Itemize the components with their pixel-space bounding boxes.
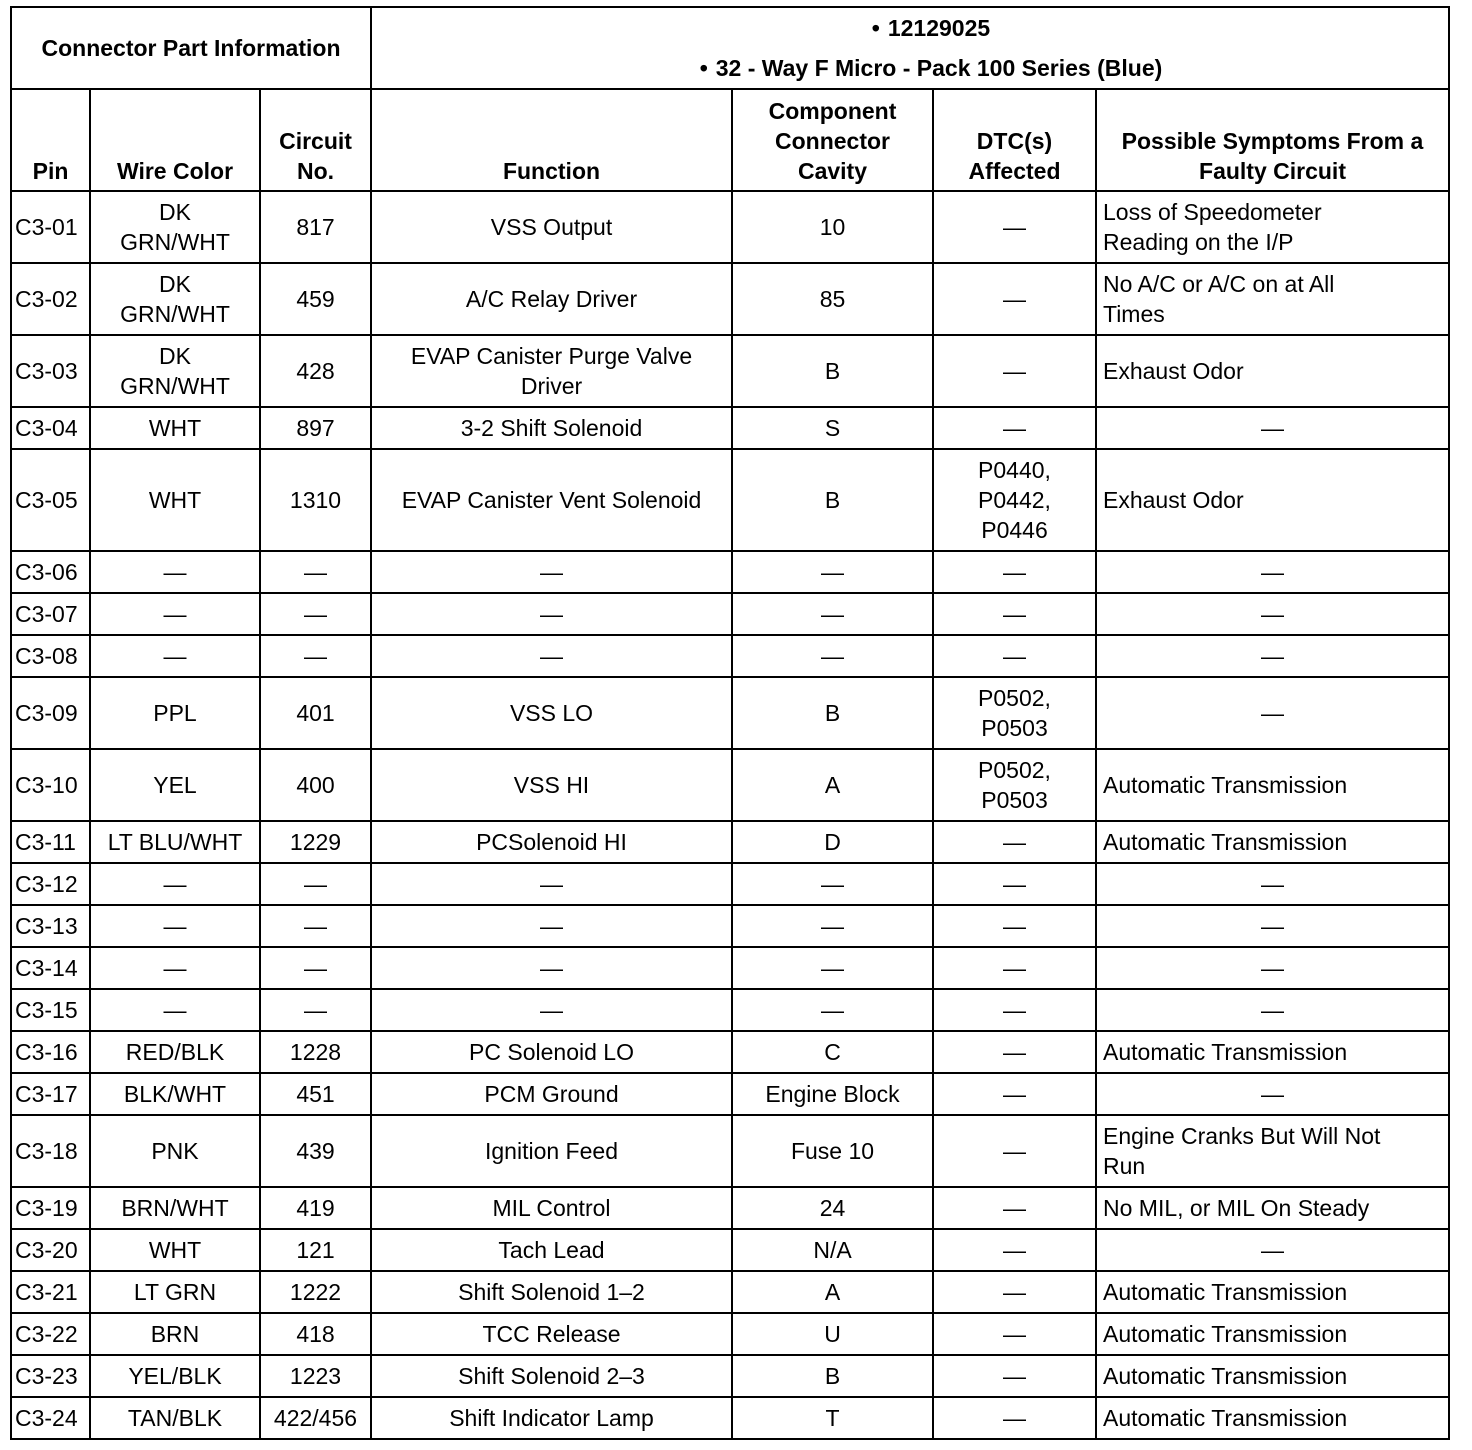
pin-cell: C3-05 xyxy=(11,449,90,551)
pin-cell: C3-13 xyxy=(11,905,90,947)
connector-cavity-cell: 10 xyxy=(732,191,933,263)
circuit-number-cell: 401 xyxy=(260,677,371,749)
dtc-cell: P0502, P0503 xyxy=(933,677,1096,749)
function-cell: PCSolenoid HI xyxy=(371,821,732,863)
connector-cavity-cell: — xyxy=(732,905,933,947)
wire-color-cell: — xyxy=(90,947,260,989)
circuit-number-cell: — xyxy=(260,635,371,677)
table-row xyxy=(11,1073,1449,1115)
pin-cell: C3-16 xyxy=(11,1031,90,1073)
circuit-number-cell: — xyxy=(260,947,371,989)
circuit-number-cell: 439 xyxy=(260,1115,371,1187)
connector-cavity-cell: B xyxy=(732,1355,933,1397)
pin-cell: C3-04 xyxy=(11,407,90,449)
symptom-cell: Engine Cranks But Will Not Run xyxy=(1096,1115,1449,1187)
circuit-number-cell: 418 xyxy=(260,1313,371,1355)
dtc-cell: — xyxy=(933,593,1096,635)
connector-cavity-cell: — xyxy=(732,635,933,677)
connector-cavity-cell: Engine Block xyxy=(732,1073,933,1115)
wire-color-cell: DK GRN/WHT xyxy=(90,335,260,407)
table-row xyxy=(11,989,1449,1031)
function-cell: VSS LO xyxy=(371,677,732,749)
circuit-number-cell: 1310 xyxy=(260,449,371,551)
connector-info-values xyxy=(371,7,1449,89)
pin-cell: C3-23 xyxy=(11,1355,90,1397)
dtc-cell: — xyxy=(933,1187,1096,1229)
symptom-cell: — xyxy=(1096,947,1449,989)
connector-cavity-cell: A xyxy=(732,749,933,821)
connector-cavity-cell: — xyxy=(732,989,933,1031)
circuit-number-cell: — xyxy=(260,863,371,905)
header-connector-cavity: Component Connector Cavity xyxy=(732,89,933,191)
connector-cavity-cell: A xyxy=(732,1271,933,1313)
wire-color-cell: WHT xyxy=(90,449,260,551)
symptom-cell: No MIL, or MIL On Steady xyxy=(1096,1187,1449,1229)
pin-cell: C3-22 xyxy=(11,1313,90,1355)
dtc-cell: — xyxy=(933,407,1096,449)
circuit-number-cell: — xyxy=(260,551,371,593)
wire-color-cell: — xyxy=(90,905,260,947)
connector-cavity-cell: 85 xyxy=(732,263,933,335)
symptom-cell: No A/C or A/C on at All Times xyxy=(1096,263,1449,335)
pin-cell: C3-10 xyxy=(11,749,90,821)
pin-cell: C3-19 xyxy=(11,1187,90,1229)
circuit-number-cell: 897 xyxy=(260,407,371,449)
connector-info-row xyxy=(11,7,1449,89)
header-function: Function xyxy=(371,89,732,191)
connector-cavity-cell: U xyxy=(732,1313,933,1355)
connector-cavity-cell: B xyxy=(732,677,933,749)
connector-cavity-cell: 24 xyxy=(732,1187,933,1229)
symptom-cell: — xyxy=(1096,407,1449,449)
symptom-cell: Automatic Transmission xyxy=(1096,749,1449,821)
wire-color-cell: PNK xyxy=(90,1115,260,1187)
wire-color-cell: WHT xyxy=(90,1229,260,1271)
header-possible-symptoms: Possible Symptoms From a Faulty Circuit xyxy=(1096,89,1449,191)
function-cell: Shift Indicator Lamp xyxy=(371,1397,732,1439)
symptom-cell: Automatic Transmission xyxy=(1096,1355,1449,1397)
circuit-number-cell: 1228 xyxy=(260,1031,371,1073)
pin-cell: C3-06 xyxy=(11,551,90,593)
dtc-cell: — xyxy=(933,635,1096,677)
function-cell: EVAP Canister Vent Solenoid xyxy=(371,449,732,551)
dtc-cell: — xyxy=(933,1031,1096,1073)
dtc-cell: — xyxy=(933,551,1096,593)
circuit-number-cell: 419 xyxy=(260,1187,371,1229)
pin-cell: C3-02 xyxy=(11,263,90,335)
pin-cell: C3-14 xyxy=(11,947,90,989)
function-cell: — xyxy=(371,551,732,593)
wire-color-cell: RED/BLK xyxy=(90,1031,260,1073)
circuit-number-cell: — xyxy=(260,905,371,947)
table-row xyxy=(11,749,1449,821)
symptom-cell: Exhaust Odor xyxy=(1096,449,1449,551)
table-row xyxy=(11,1313,1449,1355)
circuit-number-cell: 422/456 xyxy=(260,1397,371,1439)
dtc-cell: — xyxy=(933,1271,1096,1313)
pin-cell: C3-08 xyxy=(11,635,90,677)
dtc-cell: — xyxy=(933,1355,1096,1397)
connector-info-table xyxy=(10,6,1450,90)
dtc-cell: — xyxy=(933,821,1096,863)
function-cell: — xyxy=(371,863,732,905)
circuit-number-cell: — xyxy=(260,593,371,635)
table-row xyxy=(11,1031,1449,1073)
connector-cavity-cell: — xyxy=(732,947,933,989)
table-row xyxy=(11,1271,1449,1313)
wire-color-cell: LT BLU/WHT xyxy=(90,821,260,863)
pin-cell: C3-12 xyxy=(11,863,90,905)
connector-description: • 32 - Way F Micro - Pack 100 Series (Blue) xyxy=(412,48,1442,88)
symptom-cell: Loss of Speedometer Reading on the I/P xyxy=(1096,191,1449,263)
dtc-cell: — xyxy=(933,989,1096,1031)
pin-cell: C3-03 xyxy=(11,335,90,407)
function-cell: — xyxy=(371,989,732,1031)
function-cell: PC Solenoid LO xyxy=(371,1031,732,1073)
symptom-cell: — xyxy=(1096,989,1449,1031)
connector-part-number: • 12129025 xyxy=(412,8,1442,48)
connector-cavity-cell: Fuse 10 xyxy=(732,1115,933,1187)
table-row xyxy=(11,947,1449,989)
pin-cell: C3-15 xyxy=(11,989,90,1031)
table-row xyxy=(11,191,1449,263)
symptom-cell: Exhaust Odor xyxy=(1096,335,1449,407)
wire-color-cell: BRN/WHT xyxy=(90,1187,260,1229)
table-row xyxy=(11,1229,1449,1271)
wire-color-cell: — xyxy=(90,551,260,593)
table-row xyxy=(11,593,1449,635)
symptom-cell: — xyxy=(1096,1073,1449,1115)
dtc-cell: — xyxy=(933,947,1096,989)
connector-cavity-cell: N/A xyxy=(732,1229,933,1271)
pinout-rows xyxy=(11,191,1449,1439)
function-cell: PCM Ground xyxy=(371,1073,732,1115)
table-row xyxy=(11,1187,1449,1229)
connector-cavity-cell: D xyxy=(732,821,933,863)
wire-color-cell: YEL/BLK xyxy=(90,1355,260,1397)
function-cell: — xyxy=(371,905,732,947)
dtc-cell: — xyxy=(933,1073,1096,1115)
connector-cavity-cell: T xyxy=(732,1397,933,1439)
connector-cavity-cell: — xyxy=(732,593,933,635)
wire-color-cell: DK GRN/WHT xyxy=(90,263,260,335)
pin-cell: C3-01 xyxy=(11,191,90,263)
function-cell: — xyxy=(371,635,732,677)
pin-cell: C3-24 xyxy=(11,1397,90,1439)
symptom-cell: Automatic Transmission xyxy=(1096,1271,1449,1313)
connector-cavity-cell: B xyxy=(732,335,933,407)
circuit-number-cell: 1222 xyxy=(260,1271,371,1313)
dtc-cell: — xyxy=(933,905,1096,947)
header-circuit-no: Circuit No. xyxy=(260,89,371,191)
connector-cavity-cell: — xyxy=(732,551,933,593)
dtc-cell: — xyxy=(933,191,1096,263)
pin-cell: C3-09 xyxy=(11,677,90,749)
connector-info-label: Connector Part Information xyxy=(11,7,371,89)
symptom-cell: Automatic Transmission xyxy=(1096,1031,1449,1073)
symptom-cell: — xyxy=(1096,593,1449,635)
table-row xyxy=(11,449,1449,551)
wire-color-cell: — xyxy=(90,863,260,905)
header-row xyxy=(11,89,1449,191)
function-cell: VSS HI xyxy=(371,749,732,821)
connector-cavity-cell: B xyxy=(732,449,933,551)
symptom-cell: Automatic Transmission xyxy=(1096,1397,1449,1439)
wire-color-cell: WHT xyxy=(90,407,260,449)
function-cell: Tach Lead xyxy=(371,1229,732,1271)
dtc-cell: — xyxy=(933,1313,1096,1355)
header-wire-color: Wire Color xyxy=(90,89,260,191)
table-row xyxy=(11,635,1449,677)
function-cell: Shift Solenoid 2–3 xyxy=(371,1355,732,1397)
wire-color-cell: — xyxy=(90,989,260,1031)
function-cell: — xyxy=(371,947,732,989)
pinout-table xyxy=(10,88,1450,1440)
table-row xyxy=(11,1115,1449,1187)
table-row xyxy=(11,821,1449,863)
function-cell: A/C Relay Driver xyxy=(371,263,732,335)
table-row xyxy=(11,263,1449,335)
function-cell: 3-2 Shift Solenoid xyxy=(371,407,732,449)
pin-cell: C3-07 xyxy=(11,593,90,635)
circuit-number-cell: 459 xyxy=(260,263,371,335)
table-row xyxy=(11,677,1449,749)
table-row xyxy=(11,905,1449,947)
dtc-cell: — xyxy=(933,335,1096,407)
symptom-cell: — xyxy=(1096,551,1449,593)
connector-pinout-document xyxy=(10,6,1448,1442)
table-row xyxy=(11,1397,1449,1439)
table-row xyxy=(11,335,1449,407)
dtc-cell: — xyxy=(933,1115,1096,1187)
dtc-cell: — xyxy=(933,263,1096,335)
pin-cell: C3-18 xyxy=(11,1115,90,1187)
function-cell: TCC Release xyxy=(371,1313,732,1355)
table-row xyxy=(11,407,1449,449)
wire-color-cell: LT GRN xyxy=(90,1271,260,1313)
circuit-number-cell: — xyxy=(260,989,371,1031)
dtc-cell: P0502, P0503 xyxy=(933,749,1096,821)
symptom-cell: Automatic Transmission xyxy=(1096,821,1449,863)
circuit-number-cell: 1223 xyxy=(260,1355,371,1397)
header-pin: Pin xyxy=(11,89,90,191)
function-cell: VSS Output xyxy=(371,191,732,263)
dtc-cell: — xyxy=(933,1229,1096,1271)
function-cell: Shift Solenoid 1–2 xyxy=(371,1271,732,1313)
wire-color-cell: TAN/BLK xyxy=(90,1397,260,1439)
wire-color-cell: YEL xyxy=(90,749,260,821)
dtc-cell: — xyxy=(933,1397,1096,1439)
wire-color-cell: — xyxy=(90,593,260,635)
symptom-cell: — xyxy=(1096,677,1449,749)
circuit-number-cell: 428 xyxy=(260,335,371,407)
dtc-cell: P0440, P0442, P0446 xyxy=(933,449,1096,551)
symptom-cell: — xyxy=(1096,635,1449,677)
pin-cell: C3-21 xyxy=(11,1271,90,1313)
wire-color-cell: PPL xyxy=(90,677,260,749)
wire-color-cell: BRN xyxy=(90,1313,260,1355)
symptom-cell: — xyxy=(1096,1229,1449,1271)
function-cell: MIL Control xyxy=(371,1187,732,1229)
pin-cell: C3-11 xyxy=(11,821,90,863)
wire-color-cell: DK GRN/WHT xyxy=(90,191,260,263)
header-dtc-affected: DTC(s) Affected xyxy=(933,89,1096,191)
circuit-number-cell: 121 xyxy=(260,1229,371,1271)
function-cell: Ignition Feed xyxy=(371,1115,732,1187)
function-cell: — xyxy=(371,593,732,635)
symptom-cell: — xyxy=(1096,905,1449,947)
function-cell: EVAP Canister Purge Valve Driver xyxy=(371,335,732,407)
wire-color-cell: — xyxy=(90,635,260,677)
circuit-number-cell: 1229 xyxy=(260,821,371,863)
circuit-number-cell: 817 xyxy=(260,191,371,263)
connector-cavity-cell: S xyxy=(732,407,933,449)
connector-cavity-cell: — xyxy=(732,863,933,905)
pin-cell: C3-20 xyxy=(11,1229,90,1271)
symptom-cell: Automatic Transmission xyxy=(1096,1313,1449,1355)
pin-cell: C3-17 xyxy=(11,1073,90,1115)
wire-color-cell: BLK/WHT xyxy=(90,1073,260,1115)
table-row xyxy=(11,863,1449,905)
table-row xyxy=(11,1355,1449,1397)
circuit-number-cell: 400 xyxy=(260,749,371,821)
connector-cavity-cell: C xyxy=(732,1031,933,1073)
dtc-cell: — xyxy=(933,863,1096,905)
circuit-number-cell: 451 xyxy=(260,1073,371,1115)
table-row xyxy=(11,551,1449,593)
symptom-cell: — xyxy=(1096,863,1449,905)
